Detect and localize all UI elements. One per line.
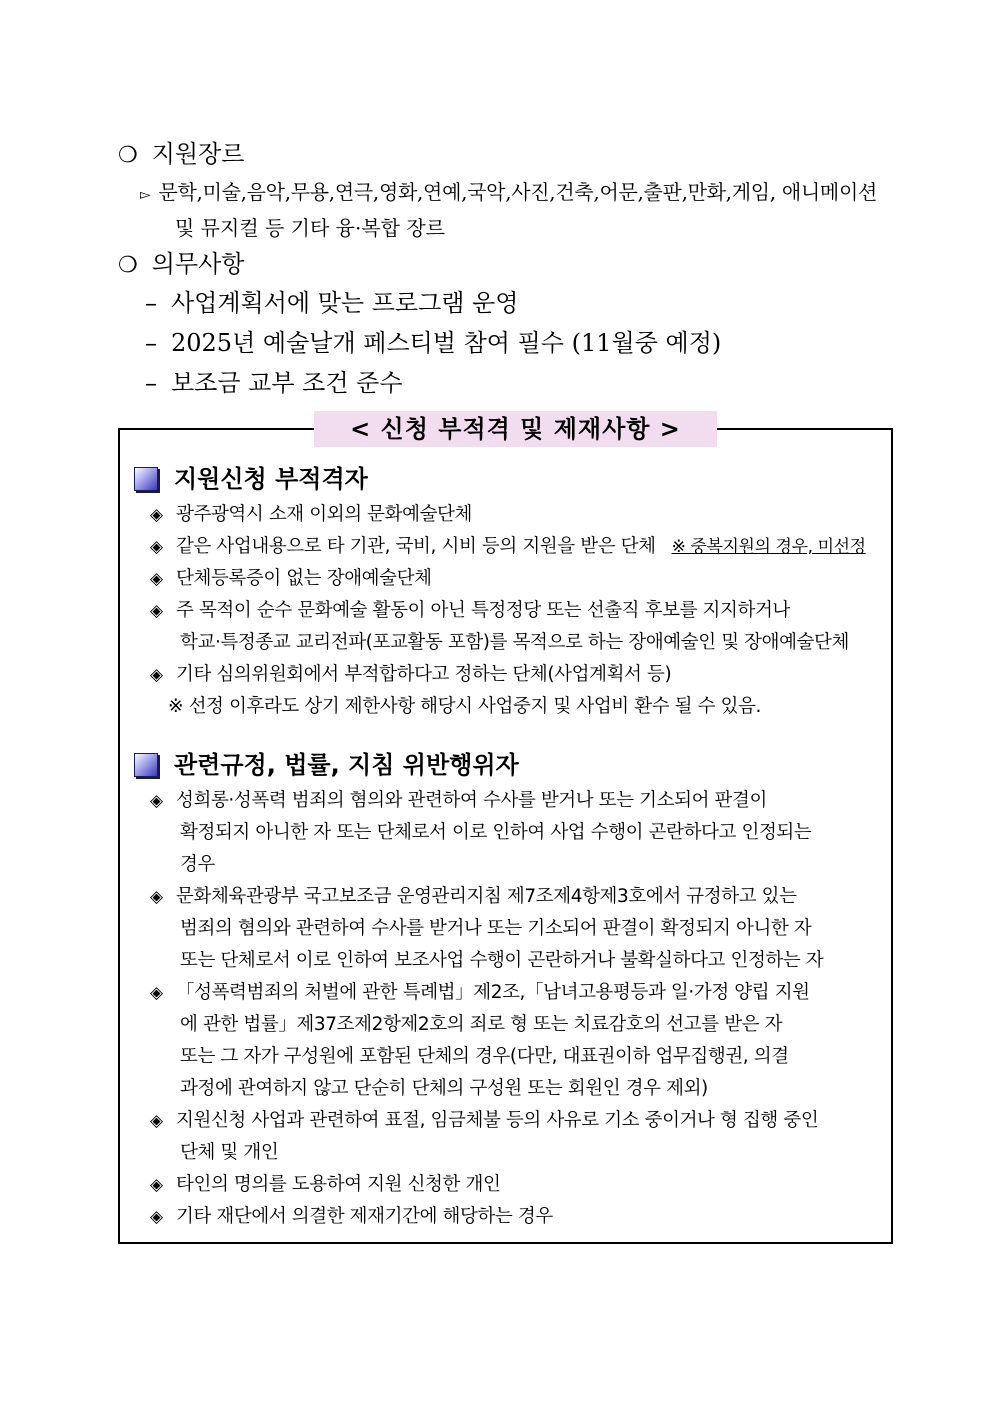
list-item: ◈ 광주광역시 소재 이외의 문화예술단체 — [150, 499, 890, 531]
list-item: ◈ 타인의 명의를 도용하여 지원 신청한 개인 — [150, 1169, 890, 1201]
circle-bullet-icon: ❍ — [118, 253, 138, 278]
section1-note: ※ 선정 이후라도 상기 제한사항 해당시 사업중지 및 사업비 환수 될 수 있음. — [168, 696, 762, 717]
list-item: ◈ 지원신청 사업과 관련하여 표절, 임금체불 등의 사유로 기소 중이거나 형 집행 중인 단체 및 개인 — [150, 1105, 890, 1169]
diamond-bullet-icon: ◈ — [150, 665, 163, 685]
support-genre-title: 지원장르 — [151, 140, 245, 168]
circle-bullet-icon: ❍ — [118, 143, 138, 168]
list-item: ◈ 기타 재단에서 의결한 제재기간에 해당하는 경우 — [150, 1201, 890, 1233]
list-item: ◈ 「성폭력범죄의 처벌에 관한 특례법」제2조,「남녀고용평등과 일·가정 양립 지원 에 관한 법률」제37조제2항제2호의 죄로 형 또는 치료감호의 선고를 받은 자 또는 그 자가 구성원에 포함된 단체의 경우(다만, 대표권이하 업무집행권, 의결 과정에 관여하지 않고 단순히 단체의 구성원 또는 회원인 경우 제외) — [150, 977, 890, 1105]
diamond-bullet-icon: ◈ — [150, 601, 163, 621]
obligation-item — [145, 363, 403, 403]
list-item: ◈ 기타 심의위원회에서 부적합하다고 정하는 단체(사업계획서 등) — [150, 659, 890, 691]
dash-bullet-icon: – — [145, 329, 157, 357]
diamond-bullet-icon: ◈ — [150, 569, 163, 589]
diamond-bullet-icon: ◈ — [150, 791, 163, 811]
square-bullet-icon — [134, 467, 158, 491]
dash-bullet-icon: – — [145, 369, 157, 397]
obligation-text: 보조금 교부 조건 준수 — [171, 369, 403, 397]
violator-heading-text: 관련규정, 법률, 지침 위반행위자 — [174, 751, 519, 779]
diamond-bullet-icon: ◈ — [150, 1175, 163, 1195]
ineligible-heading — [134, 462, 368, 496]
diamond-bullet-icon: ◈ — [150, 537, 163, 557]
diamond-bullet-icon: ◈ — [150, 1207, 163, 1227]
ineligible-heading-text: 지원신청 부적격자 — [174, 465, 368, 493]
obligations-heading — [118, 249, 244, 281]
list-item: ◈ 성희롱·성폭력 범죄의 혐의와 관련하여 수사를 받거나 또는 기소되어 판결이 확정되지 아니한 자 또는 단체로서 이로 인하여 사업 수행이 곤란하다고 인정되는 경우 — [150, 785, 890, 881]
list-item: ◈ 문화체육관광부 국고보조금 운영관리지침 제7조제4항제3호에서 규정하고 있는 범죄의 혐의와 관련하여 수사를 받거나 또는 기소되어 판결이 확정되지 아니한 자 또는 단체로서 이로 인하여 보조사업 수행이 곤란하거나 불확실하다고 인정하는 자 — [150, 881, 890, 977]
diamond-bullet-icon: ◈ — [150, 505, 163, 525]
list-item: ◈ 주 목적이 순수 문화예술 활동이 아닌 특정정당 또는 선출직 후보를 지지하거나 학교·특정종교 교리전파(포교활동 포함)를 목적으로 하는 장애예술인 및 장애예술단체 — [150, 595, 890, 659]
restrictions-box-title: < 신청 부적격 및 제재사항 > — [314, 411, 717, 447]
obligation-item — [145, 323, 721, 363]
support-genre-line — [140, 174, 900, 213]
diamond-bullet-icon: ◈ — [150, 1111, 163, 1131]
support-genre-text-1: 문학,미술,음악,무용,연극,영화,연예,국악,사진,건축,어문,출판,만화,게임, 애니메이션 — [158, 180, 877, 204]
list-item: ◈ 단체등록증이 없는 장애예술단체 — [150, 563, 890, 595]
obligation-text: 2025년 예술날개 페스티벌 참여 필수 (11월중 예정) — [171, 329, 722, 357]
duplicate-support-note: ※ 중복지원의 경우, 미선정 — [671, 537, 866, 557]
diamond-bullet-icon: ◈ — [150, 983, 163, 1003]
dash-bullet-icon: – — [145, 289, 157, 317]
support-genre-text-2: 및 뮤지컬 등 기타 융·복합 장르 — [175, 216, 445, 240]
list-item: ◈ 같은 사업내용으로 타 기관, 국비, 시비 등의 지원을 받은 단체 ※ 중복지원의 경우, 미선정 — [150, 531, 890, 563]
obligation-item — [145, 283, 518, 323]
triangle-bullet-icon: ▻ — [140, 187, 151, 203]
square-bullet-icon — [134, 753, 158, 777]
violator-heading — [134, 748, 519, 782]
obligation-text: 사업계획서에 맞는 프로그램 운영 — [171, 289, 519, 317]
obligations-title: 의무사항 — [151, 250, 245, 278]
support-genre-heading — [118, 139, 244, 171]
diamond-bullet-icon: ◈ — [150, 887, 163, 907]
